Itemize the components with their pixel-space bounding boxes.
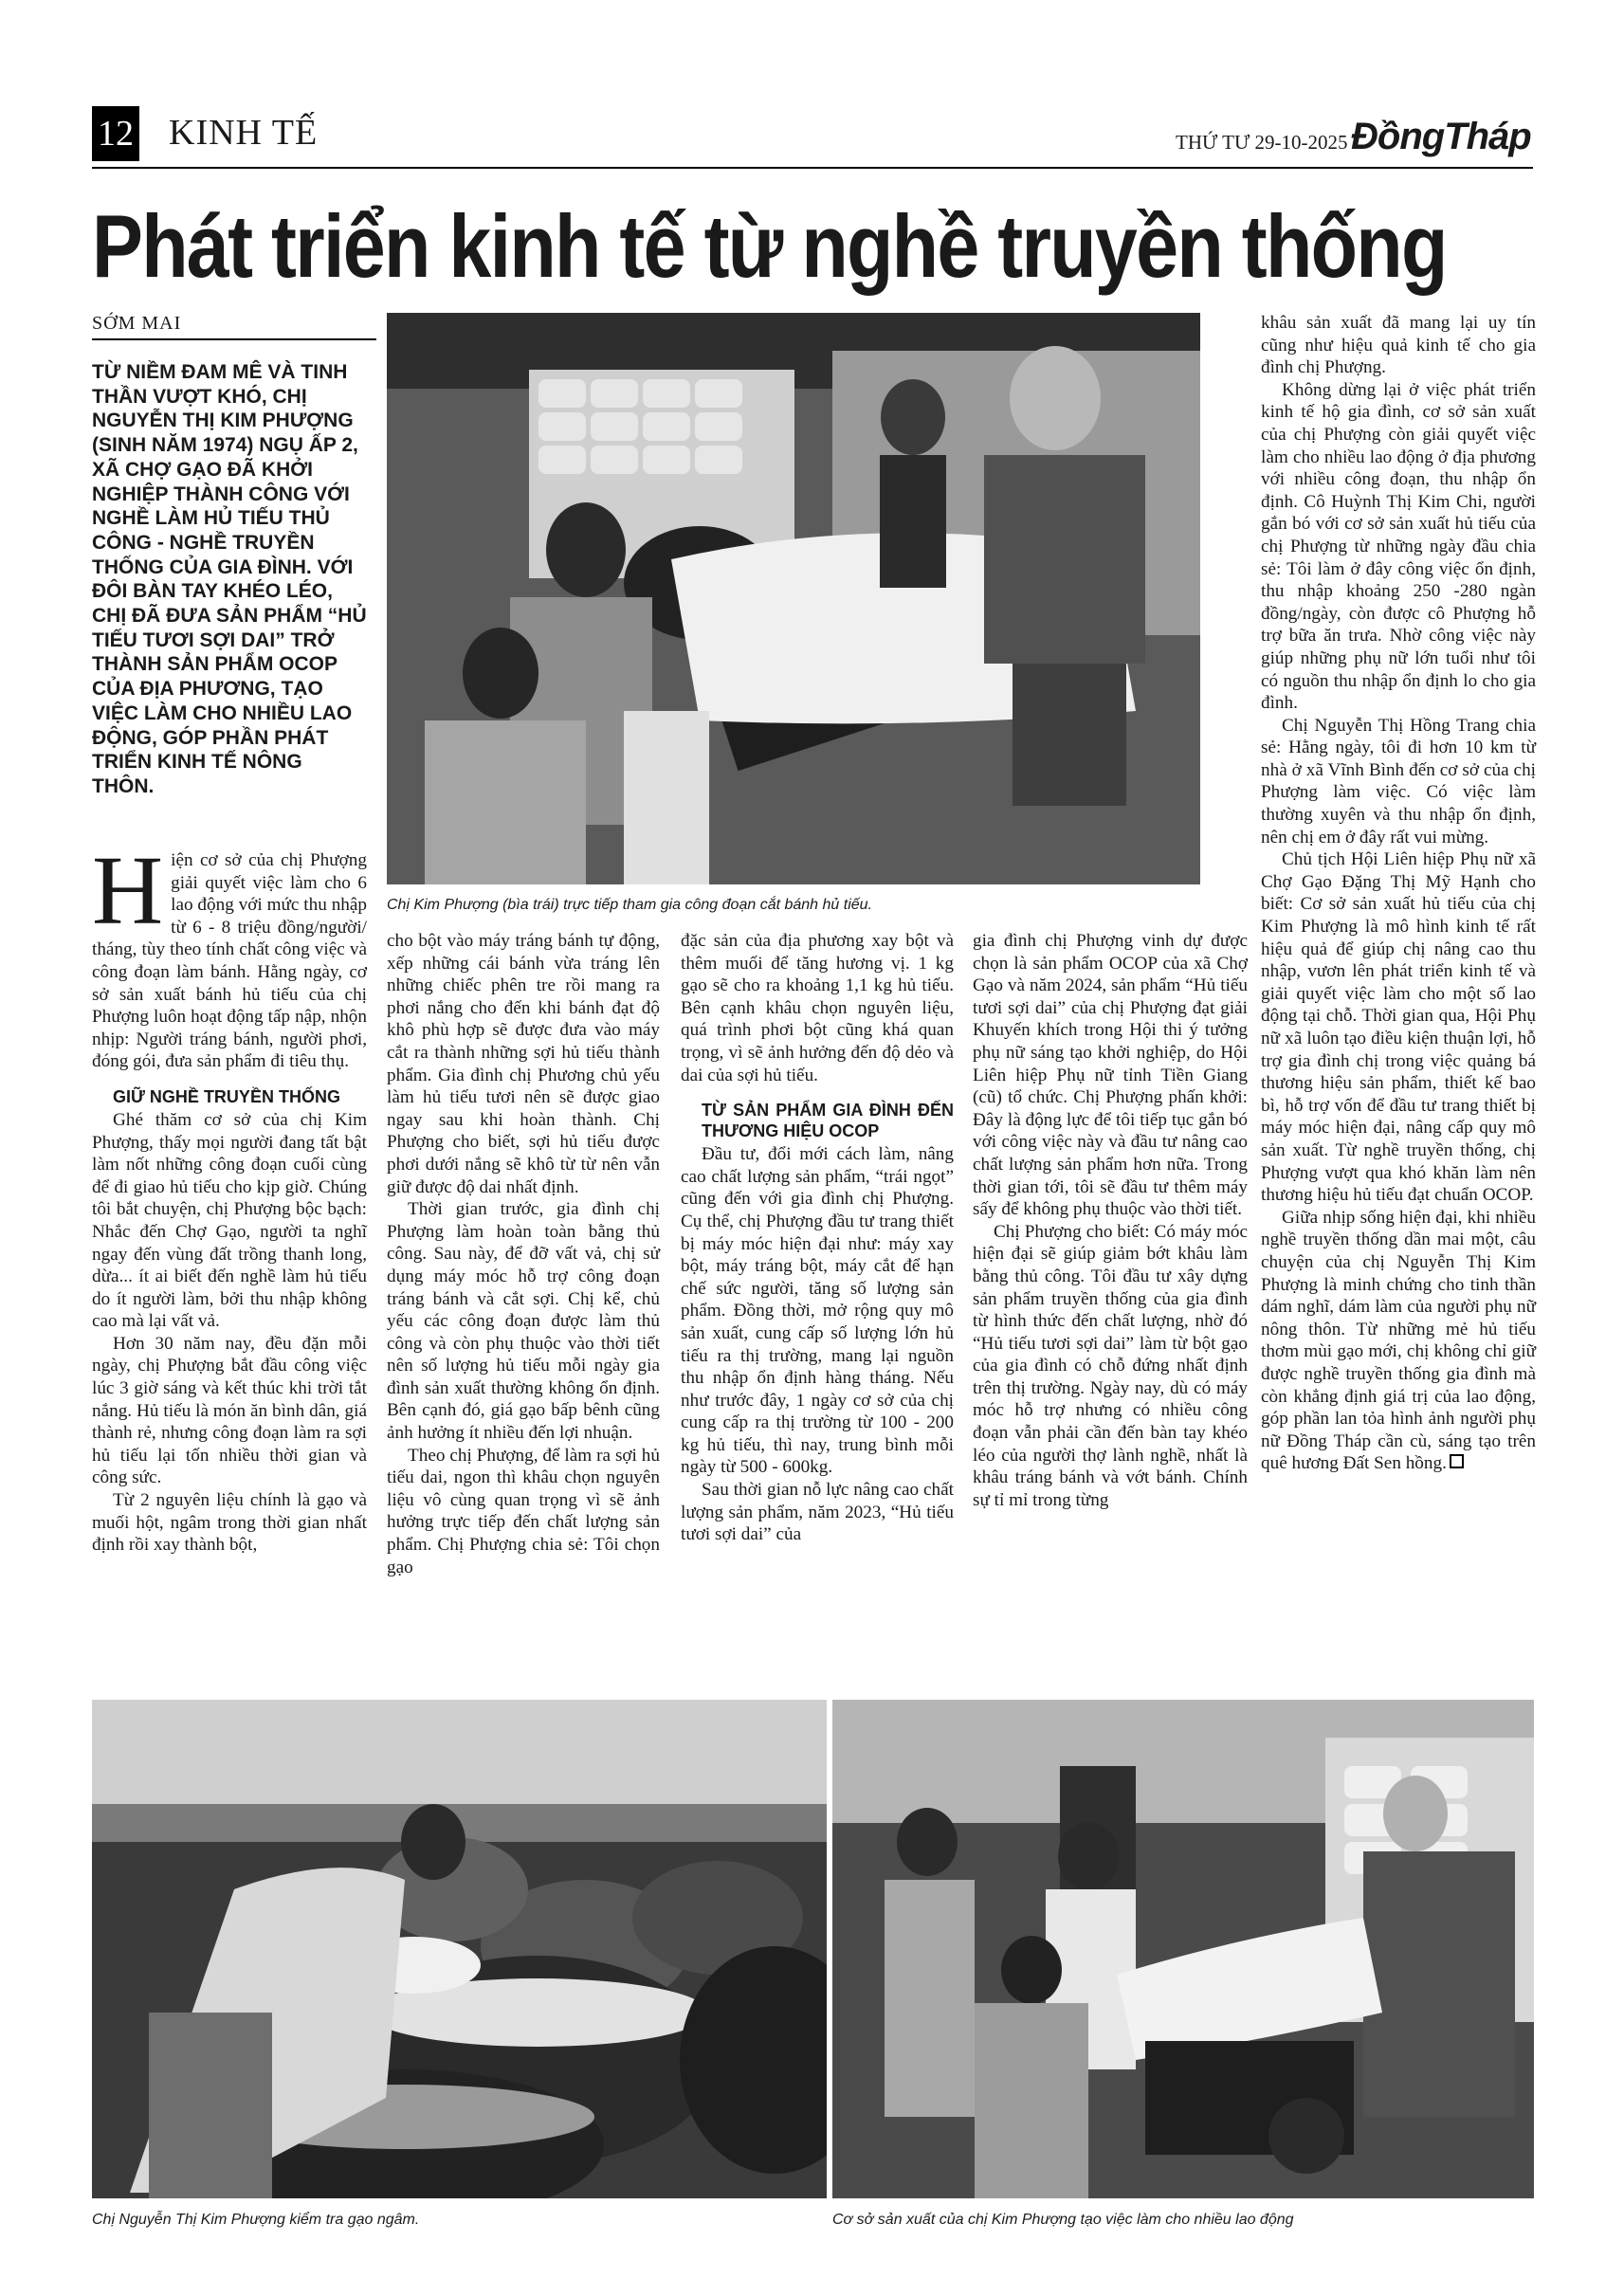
headline: Phát triển kinh tế từ nghề truyền thống (92, 196, 1447, 296)
column-5 (1261, 312, 1536, 1475)
photo-soaked-rice-image (92, 1700, 827, 2198)
paragraph: Chị Phượng cho biết: Có máy móc hiện đại sẽ giúp giảm bớt khâu làm bằng thủ công. Tôi đầu tư xây dựng sản phẩm truyền thống của gia đình từ hình thức đến chất lượng, nhờ đó “Hủ tiếu tươi sợi dai” làm từ bột gạo của gia đình có chỗ đứng nhất định trên thị trường. Ngày nay, dù có máy móc hỗ trợ nhưng có nhiều công đoạn vẫn phải cần đến bàn tay khéo léo của người thợ lành nghề, nhất là khâu tráng bánh và vớt bánh. Chính sự tỉ mỉ trong từng (973, 1221, 1248, 1510)
dropcap: H (92, 836, 164, 945)
column-2 (387, 930, 660, 1578)
caption-top-photo: Chị Kim Phượng (bìa trái) trực tiếp tham gia công đoạn cắt bánh hủ tiếu. (387, 897, 872, 913)
paragraph: đặc sản của địa phương xay bột và thêm muối để tăng hương vị. 1 kg gạo sẽ cho ra khoảng 1,1 kg hủ tiếu. Bên cạnh khâu chọn nguyên liệu, quá trình phơi bột cũng khá quan trọng, vì sẽ ảnh hưởng đến độ dẻo và dai của sợi hủ tiếu. (681, 931, 954, 1085)
caption-bottom-left: Chị Nguyễn Thị Kim Phượng kiểm tra gạo ngâm. (92, 2212, 420, 2228)
photo-soaked-rice (92, 1700, 827, 2198)
paragraph: Chủ tịch Hội Liên hiệp Phụ nữ xã Chợ Gạo Đặng Thị Mỹ Hạnh cho biết: Cơ sở sản xuất hủ tiếu của chị Kim Phượng là mô hình kinh tế rất hiệu quả để giúp chị nâng cao thu nhập, vươn lên phát triển kinh tế và giải quyết việc làm cho một số lao động tại chỗ. Thời gian qua, Hội Phụ nữ xã luôn tạo điều kiện thuận lợi, hỗ trợ gia đình chị trong việc quảng bá thương hiệu sản phẩm, thiết kế bao bì, hỗ trợ vốn để đầu tư trang thiết bị máy móc hiện đại, nâng cấp quy mô sản xuất. Từ nghề truyền thống, chị Phượng vượt qua khó khăn làm nên thương hiệu hủ tiếu đạt chuẩn OCOP. (1261, 849, 1536, 1206)
photo-workers (832, 1700, 1534, 2198)
photo-cutting-noodles (387, 313, 1200, 884)
paragraph: Chị Nguyễn Thị Hồng Trang chia sẻ: Hằng ngày, tôi đi hơn 10 km từ nhà ở xã Vĩnh Bình đến cơ sở của chị Phượng làm việc. Có việc làm thường xuyên và thu nhập ổn định, nên chị em ở đây rất vui mừng. (1261, 715, 1536, 847)
paragraph: Hiện cơ sở của chị Phượng giải quyết việc làm cho 6 lao động với mức thu nhập từ 6 - 8 triệu đồng/người/ tháng, tùy theo tính chất công việc và công đoạn làm bánh. Hằng ngày, cơ sở sản xuất bánh hủ tiếu của chị Phượng luôn hoạt động tấp nập, nhộn nhịp: Người tráng bánh, người phơi, đóng gói, đưa sản phẩm đi tiêu thụ. (92, 836, 367, 1072)
paragraph: Giữa nhịp sống hiện đại, khi nhiều nghề truyền thống dần mai một, câu chuyện của chị Nguyễn Thị Kim Phượng là minh chứng cho tinh thần dám nghĩ, dám làm của người phụ nữ nông thôn. Từ những mẻ hủ tiếu thơm mùi gạo mới, chị không chỉ giữ được nghề truyền thống gia đình mà còn khẳng định giá trị của lao động, góp phần lan tỏa hình ảnh người phụ nữ Đồng Tháp cần cù, sáng tạo trên quê hương Đất Sen hồng. (1261, 1207, 1536, 1474)
paragraph: gia đình chị Phượng vinh dự được chọn là sản phẩm OCOP của xã Chợ Gạo và năm 2024, sản phẩm “Hủ tiếu tươi sợi dai” của chị Phượng đạt giải Khuyến khích trong Hội thi ý tưởng phụ nữ sáng tạo khởi nghiệp, do Hội Liên hiệp Phụ nữ tỉnh Tiền Giang (cũ) tổ chức. Chị Phượng phấn khởi: Đây là động lực để tôi tiếp tục gắn bó với công việc này và đầu tư nâng cao chất lượng sản phẩm hơn nữa. Trong thời gian tới, tôi sẽ đầu tư thêm máy sấy để không phụ thuộc vào thời tiết. (973, 931, 1248, 1220)
photo-cutting-noodles-image (387, 313, 1200, 884)
column-1 (92, 836, 367, 1557)
page-number: 12 (92, 106, 139, 161)
column-4 (973, 930, 1248, 1511)
masthead-logo: ĐồngTháp (1351, 116, 1531, 157)
column-3 (681, 930, 954, 1546)
caption-bottom-right: Cơ sở sản xuất của chị Kim Phượng tạo việc làm cho nhiều lao động (832, 2212, 1294, 2228)
paragraph: Đầu tư, đổi mới cách làm, nâng cao chất lượng sản phẩm, “trái ngọt” cũng đến với gia đình chị Phượng. Cụ thể, chị Phượng đầu tư trang thiết bị máy móc hiện đại như: máy xay bột, máy tráng bột, máy cắt để hạn chế sức người, tăng số lượng sản phẩm. Đồng thời, mở rộng quy mô sản xuất, cung cấp số lượng lớn hủ tiếu ra thị trường, mang lại nguồn thu nhập ổn định hàng tháng. Nếu như trước đây, 1 ngày cơ sở của chị cung cấp ra thị trường từ 100 - 200 kg hủ tiếu, thì nay, trung bình mỗi ngày từ 500 - 600kg. (681, 1144, 954, 1478)
paragraph: cho bột vào máy tráng bánh tự động, xếp những cái bánh vừa tráng lên những chiếc phên tre rồi mang ra phơi nắng cho đến khi bánh đạt độ khô phù hợp sẽ được đưa vào máy cắt ra thành những sợi hủ tiếu thành phẩm. Gia đình chị Phương chủ yếu làm hủ tiếu tươi nên sẽ được giao ngay sau khi hoàn thành. Chị Phượng cho biết, sợi hủ tiếu được phơi dưới nắng sẽ khô từ từ nên vẫn giữ được độ dai nhất định. (387, 931, 660, 1197)
lede: TỪ NIỀM ĐAM MÊ VÀ TINH THẦN VƯỢT KHÓ, CHỊ NGUYỄN THỊ KIM PHƯỢNG (SINH NĂM 1974) NGỤ ẤP 2, XÃ CHỢ GẠO ĐÃ KHỞI NGHIỆP THÀNH CÔNG VỚI NGHỀ LÀM HỦ TIẾU THỦ CÔNG - NGHỀ TRUYỀN THỐNG CỦA GIA ĐÌNH. VỚI ĐÔI BÀN TAY KHÉO LÉO, CHỊ ĐÃ ĐƯA SẢN PHẨM “HỦ TIẾU TƯƠI SỢI DAI” TRỞ THÀNH SẢN PHẨM OCOP CỦA ĐỊA PHƯƠNG, TẠO VIỆC LÀM CHO NHIỀU LAO ĐỘNG, GÓP PHẦN PHÁT TRIỂN KINH TẾ NÔNG THÔN. (92, 361, 367, 797)
header-rule (92, 167, 1533, 169)
paragraph: Ghé thăm cơ sở của chị Kim Phượng, thấy mọi người đang tất bật làm nốt những công đoạn cuối cùng để đi giao hủ tiếu cho kịp giờ. Chúng tôi bắt chuyện, chị Phượng bộc bạch: Nhắc đến Chợ Gạo, người ta nghĩ ngay đến vùng đất trồng thanh long, dừa... ít ai biết đến nghề làm hủ tiếu do ít người làm, bởi thu nhập không cao mà lại vất vả. (92, 1109, 367, 1332)
paragraph: Sau thời gian nỗ lực nâng cao chất lượng sản phẩm, năm 2023, “Hủ tiếu tươi sợi dai” của (681, 1480, 954, 1545)
end-mark (1450, 1454, 1464, 1468)
photo-workers-image (832, 1700, 1534, 2198)
byline: SỚM MAI (92, 313, 376, 340)
paragraph: Không dừng lại ở việc phát triển kinh tế hộ gia đình, cơ sở sản xuất của chị Phượng còn giải quyết việc làm cho nhiều lao động ở địa phương với nhiều công đoạn, thu nhập ổn định. Cô Huỳnh Thị Kim Chi, người gắn bó với cơ sở sản xuất hủ tiếu của chị Phượng từ những ngày đầu chia sẻ: Tôi làm ở đây công việc ổn định, thu nhập khoảng 250 -280 ngàn đồng/ngày, còn được cô Phượng hỗ trợ bữa ăn trưa. Nhờ công việc này giúp những phụ nữ lớn tuổi như tôi có nguồn thu nhập ổn định lo cho gia đình. (1261, 379, 1536, 714)
subhead-giu-nghe: GIỮ NGHỀ TRUYỀN THỐNG (113, 1086, 340, 1106)
paragraph: Hơn 30 năm nay, đều đặn mỗi ngày, chị Phượng bắt đầu công việc lúc 3 giờ sáng và kết thúc khi trời tắt nắng. Hủ tiếu là món ăn bình dân, giá thành rẻ, nhưng công đoạn làm ra sợi hủ tiếu lại tốn nhiều thời gian và công sức. (92, 1333, 367, 1488)
paragraph: Theo chị Phượng, để làm ra sợi hủ tiếu dai, ngon thì khâu chọn nguyên liệu vô cùng quan trọng vì sẽ ảnh hưởng trực tiếp đến chất lượng sản phẩm. Chị Phượng chia sẻ: Tôi chọn gạo (387, 1445, 660, 1577)
paragraph: khâu sản xuất đã mang lại uy tín cũng như hiệu quả kinh tế cho gia đình chị Phượng. (1261, 313, 1536, 378)
paragraph: Từ 2 nguyên liệu chính là gạo và muối hột, ngâm trong thời gian nhất định rồi xay thành bột, (92, 1490, 367, 1556)
section-name: KINH TẾ (169, 113, 319, 153)
subhead-ocop: TỪ SẢN PHẨM GIA ĐÌNH ĐẾN THƯƠNG HIỆU OCOP (702, 1101, 954, 1141)
issue-date: THỨ TƯ 29-10-2025 (1176, 131, 1348, 154)
paragraph: Thời gian trước, gia đình chị Phượng làm hoàn toàn bằng thủ công. Sau này, để đỡ vất vả, chị sử dụng máy móc hỗ trợ công đoạn tráng bánh và cắt sợi. Chị kể, chủ yếu các công đoạn được làm thủ công và còn phụ thuộc vào thời tiết nên số lượng hủ tiếu mỗi ngày gia đình sản xuất thường không ổn định. Bên cạnh đó, giá gạo bấp bênh cũng ảnh hưởng ít nhiều đến lợi nhuận. (387, 1199, 660, 1444)
